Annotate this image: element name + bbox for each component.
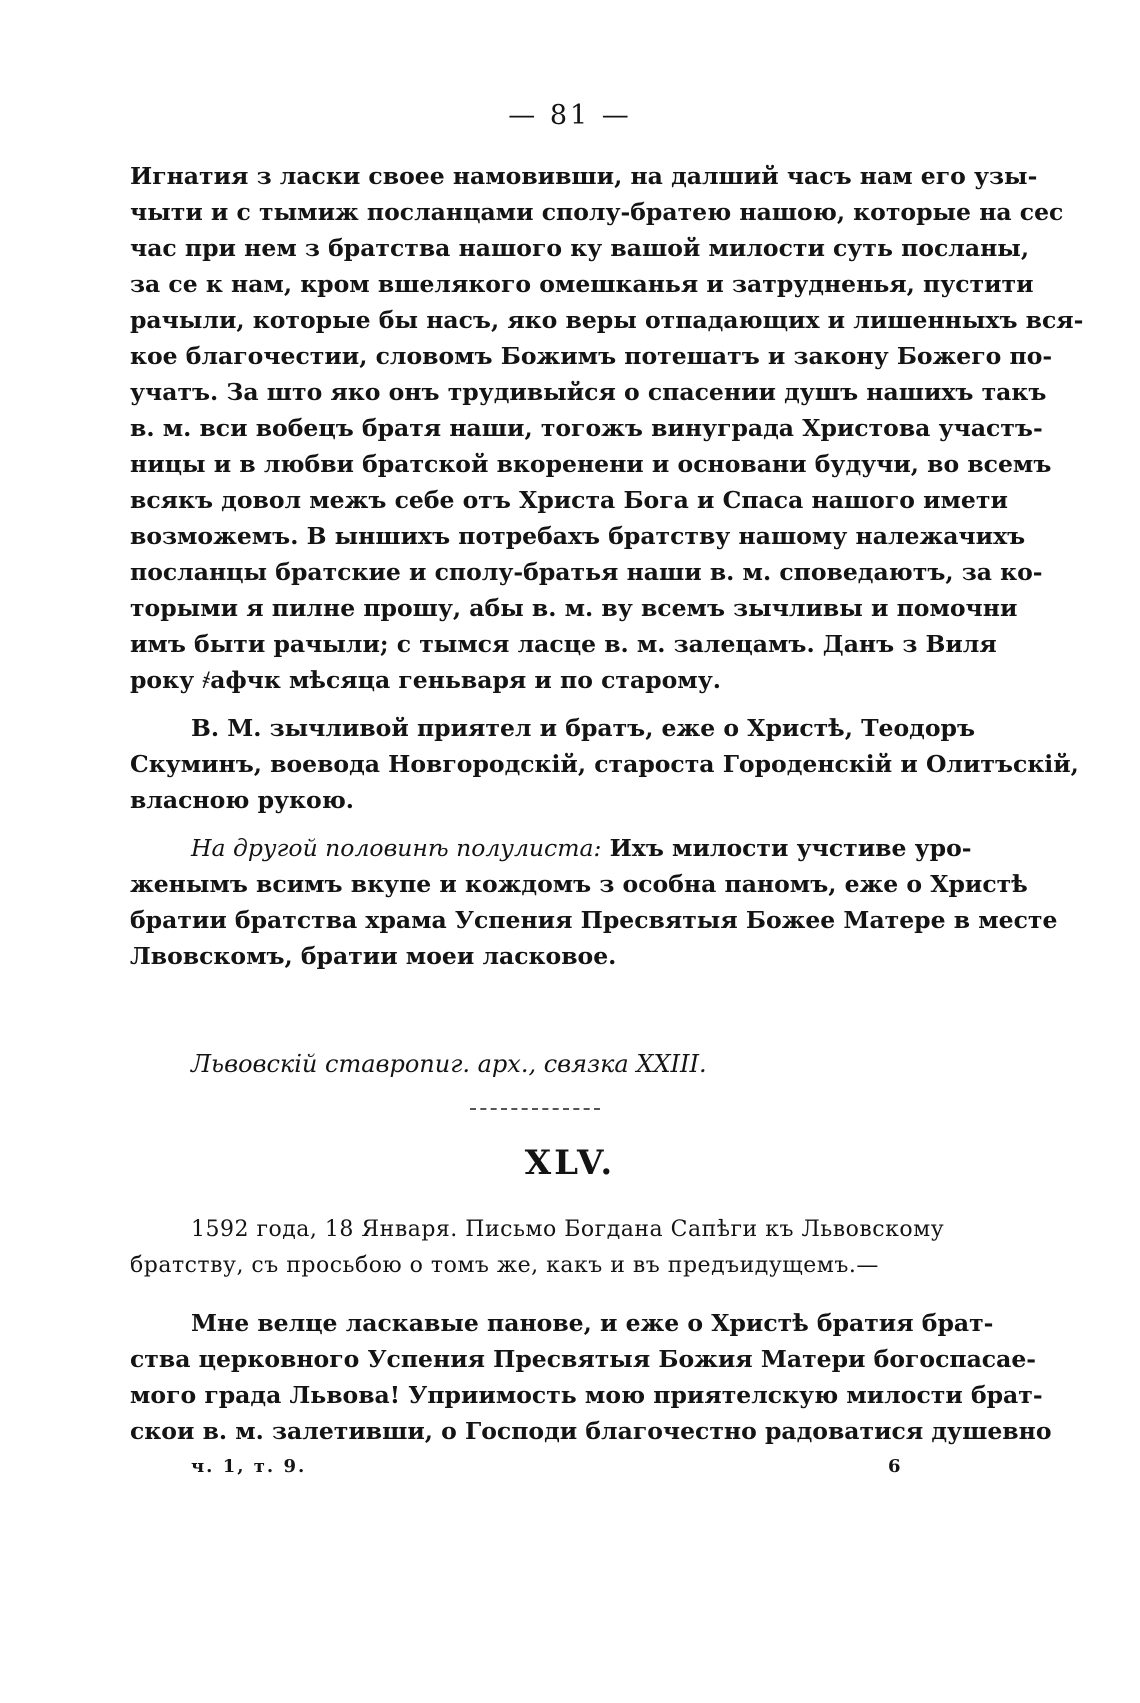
text-line: возможемъ. В ыншихъ потребахъ братству нашому належачихъ — [130, 522, 1026, 550]
summary-line: братству, съ просьбою о томъ же, какъ и въ предъидущемъ.— — [130, 1253, 879, 1278]
text-line: торыми я пилне прошу, абы в. м. ву всемъ зычливы и помочни — [130, 594, 1018, 622]
address-line: братии братства храма Успения Пресвятыя Божее Матере в месте — [130, 906, 1058, 934]
text-line: посланцы братские и сполу-братья наши в. м. споведаютъ, за ко- — [130, 558, 1043, 586]
text-line: року ҂афчк мѣсяца геньваря и по старому. — [130, 666, 721, 694]
signature-line: Скуминъ, воевода Новгородскій, староста Городенскій и Олитъскій, — [130, 750, 1079, 778]
sheet-number: 6 — [888, 1456, 901, 1477]
archive-source: Львовскій ставропиг. арх., связка XXIII. — [191, 1050, 707, 1078]
text-line: в. м. вси вобецъ братя наши, тогожъ винуграда Христова участъ- — [130, 414, 1043, 442]
summary-line: 1592 года, 18 Января. Письмо Богдана Сапѣги къ Львовскому — [191, 1217, 945, 1242]
text-line: час при нем з братства нашого ку вашой милости суть посланы, — [130, 234, 1030, 262]
text-line: за се к нам, кром вшелякого омешканья и затрудненья, пустити — [130, 270, 1034, 298]
text-line: ства церковного Успения Пресвятыя Божия Матери богоспасае- — [130, 1345, 1037, 1373]
address-text: Ихъ милости учстиве уро- — [601, 834, 972, 862]
address-line: Лвовскомъ, братии моеи ласковое. — [130, 942, 617, 970]
section-separator — [470, 1108, 600, 1110]
text-line: скои в. м. залетивши, о Господи благочестно радоватися душевно — [130, 1417, 1052, 1445]
page-number: — 81 — — [508, 100, 632, 131]
text-line: Игнатия з ласки своее намовивши, на далший часъ нам его узы- — [130, 162, 1038, 190]
signature-line: В. М. зычливой приятел и братъ, еже о Христѣ, Теодоръ — [191, 714, 975, 742]
text-line: мого града Львова! Уприимость мою приятелскую милости брат- — [130, 1381, 1043, 1409]
text-line: всякъ довол межъ себе отъ Христа Бога и Спаса нашого имети — [130, 486, 1008, 514]
address-lead: На другой половинѣ полулиста: — [191, 834, 602, 862]
text-line: чыти и с тымиж посланцами сполу-братею нашою, которые на сес — [130, 198, 1064, 226]
address-line: женымъ всимъ вкупе и кождомъ з особна паномъ, еже о Христѣ — [130, 870, 1028, 898]
signature-line: власною рукою. — [130, 786, 354, 814]
text-line: рачыли, которые бы насъ, яко веры отпадающих и лишенныхъ вся- — [130, 306, 1084, 334]
text-line: Мне велце ласкавые панове, и еже о Христѣ братия брат- — [191, 1309, 994, 1337]
text-line: учатъ. За што яко онъ трудивыйся о спасении душъ нашихъ такъ — [130, 378, 1047, 406]
section-number: XLV. — [524, 1143, 616, 1183]
address-line — [191, 830, 972, 866]
text-line: кое благочестии, словомъ Божимъ потешатъ и закону Божего по- — [130, 342, 1053, 370]
signature-mark: ч. 1, т. 9. — [191, 1456, 307, 1477]
text-line: имъ быти рачыли; с тымся ласце в. м. залецамъ. Данъ з Виля — [130, 630, 997, 658]
text-line: ницы и в любви братской вкоренени и основани будучи, во всемъ — [130, 450, 1052, 478]
